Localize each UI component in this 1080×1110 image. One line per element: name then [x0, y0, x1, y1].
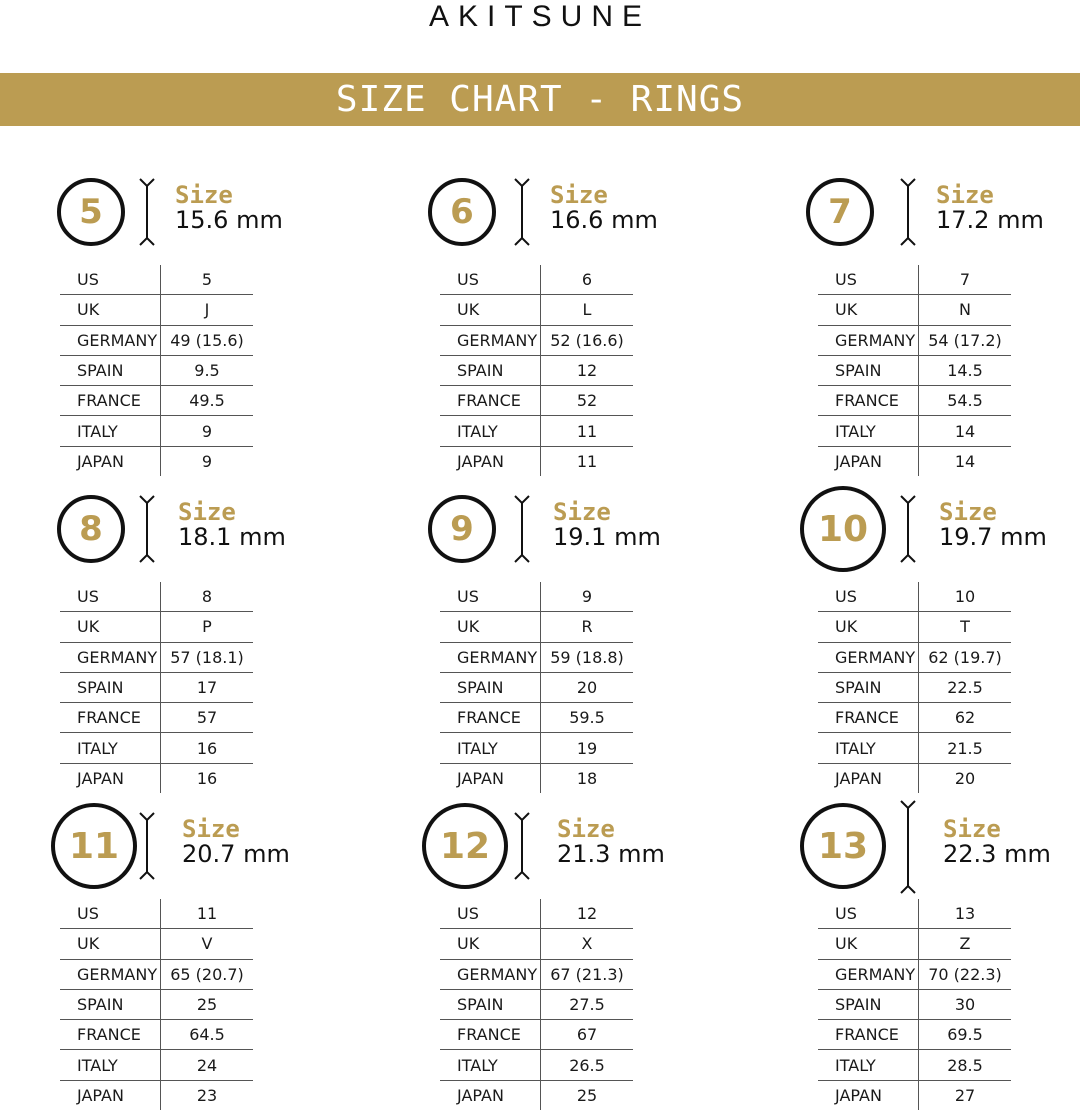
table-row	[818, 582, 1011, 612]
table-row	[818, 446, 1011, 476]
region-label: UK	[440, 929, 541, 959]
region-label: UK	[60, 295, 161, 325]
region-label: UK	[818, 929, 919, 959]
region-label: ITALY	[818, 416, 919, 446]
table-row	[60, 959, 253, 989]
region-size-value: 14	[919, 416, 1012, 446]
region-label: FRANCE	[440, 386, 541, 416]
region-label: GERMANY	[818, 325, 919, 355]
table-row	[440, 1050, 633, 1080]
table-row	[440, 416, 633, 446]
region-size-value: 5	[161, 265, 254, 295]
region-label: US	[60, 582, 161, 612]
table-row	[440, 703, 633, 733]
table-row	[818, 295, 1011, 325]
table-row	[440, 989, 633, 1019]
table-row	[440, 295, 633, 325]
table-row	[60, 386, 253, 416]
region-size-value: 6	[541, 265, 634, 295]
table-row	[60, 733, 253, 763]
diameter-bracket-icon	[137, 178, 157, 246]
table-row	[818, 642, 1011, 672]
diameter-value: 17.2 mm	[936, 206, 1044, 234]
region-size-value: V	[161, 929, 254, 959]
region-label: ITALY	[60, 1050, 161, 1080]
table-row	[818, 1020, 1011, 1050]
region-size-value: 11	[576, 451, 598, 471]
region-size-value: P	[161, 612, 254, 642]
region-label: GERMANY	[440, 959, 541, 989]
region-label: UK	[818, 295, 919, 325]
table-row	[60, 355, 253, 385]
diameter-bracket-icon	[512, 495, 532, 563]
diameter-bracket-icon	[898, 178, 918, 246]
diameter-bracket-icon	[898, 495, 918, 563]
table-row	[440, 1020, 633, 1050]
region-label: SPAIN	[818, 989, 919, 1019]
region-size-value: 9	[161, 416, 254, 446]
region-size-value: 25	[576, 1085, 598, 1105]
size-label: Size	[553, 498, 611, 526]
region-size-value: 21.5	[919, 733, 1012, 763]
region-size-value: 10	[919, 582, 1012, 612]
region-size-value: 11	[161, 899, 254, 929]
diameter-value: 16.6 mm	[550, 206, 658, 234]
size-conversion-table	[440, 582, 633, 793]
region-size-value: 59 (18.8)	[541, 642, 634, 672]
region-label: ITALY	[440, 733, 541, 763]
region-size-value: 17	[161, 672, 254, 702]
size-conversion-table	[818, 582, 1011, 793]
region-size-value: 30	[919, 989, 1012, 1019]
region-label: GERMANY	[60, 959, 161, 989]
table-row	[818, 929, 1011, 959]
region-size-value: 7	[919, 265, 1012, 295]
region-label: JAPAN	[818, 1080, 919, 1110]
size-label: Size	[936, 181, 994, 209]
region-label: SPAIN	[60, 672, 161, 702]
region-label: JAPAN	[60, 1080, 161, 1110]
region-size-value: 22.5	[919, 672, 1012, 702]
table-row	[440, 582, 633, 612]
region-label: JAPAN	[818, 446, 919, 476]
diameter-value: 15.6 mm	[175, 206, 283, 234]
table-row	[818, 325, 1011, 355]
table-row	[60, 416, 253, 446]
table-row	[440, 386, 633, 416]
table-row	[440, 672, 633, 702]
region-label: JAPAN	[440, 446, 541, 476]
table-row	[818, 959, 1011, 989]
table-row	[818, 733, 1011, 763]
region-label: US	[818, 582, 919, 612]
size-label: Size	[175, 181, 233, 209]
table-row	[440, 763, 633, 793]
region-size-value: 8	[161, 582, 254, 612]
size-conversion-table	[60, 899, 253, 1110]
region-size-value: 67 (21.3)	[541, 959, 634, 989]
size-number-circle: 7	[806, 178, 874, 246]
region-size-value: Z	[919, 929, 1012, 959]
size-label: Size	[178, 498, 236, 526]
region-label: FRANCE	[818, 1020, 919, 1050]
region-label: JAPAN	[440, 763, 541, 793]
region-label: US	[440, 899, 541, 929]
region-label: SPAIN	[818, 355, 919, 385]
region-size-value: 70 (22.3)	[919, 959, 1012, 989]
table-row	[60, 446, 253, 476]
region-size-value: 18	[576, 768, 598, 788]
region-label: GERMANY	[60, 325, 161, 355]
table-row	[818, 1050, 1011, 1080]
region-label: ITALY	[60, 416, 161, 446]
region-label: JAPAN	[440, 1080, 541, 1110]
size-label: Size	[557, 815, 615, 843]
region-label: UK	[60, 929, 161, 959]
region-size-value: 27	[954, 1085, 976, 1105]
table-row	[818, 899, 1011, 929]
diameter-value: 22.3 mm	[943, 840, 1051, 868]
region-label: JAPAN	[818, 763, 919, 793]
size-number-circle: 11	[51, 803, 137, 889]
region-size-value: X	[541, 929, 634, 959]
size-conversion-table	[60, 582, 253, 793]
table-row	[60, 1080, 253, 1110]
region-size-value: L	[541, 295, 634, 325]
region-size-value: 11	[541, 416, 634, 446]
region-size-value: 62	[919, 703, 1012, 733]
size-number-circle: 12	[422, 803, 508, 889]
diameter-bracket-icon	[512, 178, 532, 246]
diameter-value: 18.1 mm	[178, 523, 286, 551]
region-label: SPAIN	[818, 672, 919, 702]
region-label: ITALY	[818, 1050, 919, 1080]
table-row	[440, 325, 633, 355]
region-label: FRANCE	[440, 703, 541, 733]
region-size-value: 12	[541, 355, 634, 385]
table-row	[818, 672, 1011, 702]
region-label: UK	[440, 295, 541, 325]
table-row	[818, 763, 1011, 793]
diameter-value: 21.3 mm	[557, 840, 665, 868]
table-row	[60, 899, 253, 929]
table-row	[60, 265, 253, 295]
region-label: US	[818, 265, 919, 295]
size-conversion-table	[818, 265, 1011, 476]
region-size-value: 26.5	[541, 1050, 634, 1080]
region-size-value: 64.5	[161, 1020, 254, 1050]
table-row	[60, 582, 253, 612]
region-label: US	[440, 265, 541, 295]
region-size-value: 16	[161, 733, 254, 763]
region-label: SPAIN	[440, 989, 541, 1019]
region-size-value: 19	[541, 733, 634, 763]
size-number-circle: 8	[57, 495, 125, 563]
table-row	[818, 989, 1011, 1019]
region-size-value: 25	[161, 989, 254, 1019]
table-row	[60, 703, 253, 733]
region-label: ITALY	[60, 733, 161, 763]
region-size-value: 52	[541, 386, 634, 416]
region-label: GERMANY	[818, 959, 919, 989]
table-row	[60, 989, 253, 1019]
table-row	[440, 265, 633, 295]
region-label: JAPAN	[60, 446, 161, 476]
diameter-value: 20.7 mm	[182, 840, 290, 868]
region-size-value: 65 (20.7)	[161, 959, 254, 989]
region-label: FRANCE	[60, 386, 161, 416]
region-label: JAPAN	[60, 763, 161, 793]
region-size-value: 67	[541, 1020, 634, 1050]
table-row	[60, 1020, 253, 1050]
size-number-circle: 6	[428, 178, 496, 246]
region-label: GERMANY	[440, 642, 541, 672]
region-size-value: 23	[196, 1085, 218, 1105]
size-number-circle: 13	[800, 803, 886, 889]
size-number-circle: 9	[428, 495, 496, 563]
table-row	[440, 959, 633, 989]
table-row	[60, 672, 253, 702]
region-size-value: 12	[541, 899, 634, 929]
region-size-value: 9.5	[161, 355, 254, 385]
region-size-value: 57 (18.1)	[161, 642, 254, 672]
region-label: FRANCE	[60, 1020, 161, 1050]
size-label: Size	[182, 815, 240, 843]
region-label: GERMANY	[60, 642, 161, 672]
region-size-value: 20	[954, 768, 976, 788]
region-label: US	[440, 582, 541, 612]
region-label: US	[818, 899, 919, 929]
region-size-value: 9	[541, 582, 634, 612]
region-label: GERMANY	[818, 642, 919, 672]
region-size-value: 9	[201, 451, 213, 471]
diameter-bracket-icon	[137, 495, 157, 563]
region-label: US	[60, 265, 161, 295]
region-size-value: 59.5	[541, 703, 634, 733]
size-conversion-table	[818, 899, 1011, 1110]
diameter-bracket-icon	[137, 812, 157, 880]
region-size-value: N	[919, 295, 1012, 325]
table-row	[60, 325, 253, 355]
region-size-value: 16	[196, 768, 218, 788]
region-size-value: 13	[919, 899, 1012, 929]
table-row	[440, 355, 633, 385]
table-row	[60, 642, 253, 672]
size-conversion-table	[440, 899, 633, 1110]
table-row	[818, 1080, 1011, 1110]
region-size-value: 27.5	[541, 989, 634, 1019]
region-size-value: 28.5	[919, 1050, 1012, 1080]
region-label: UK	[60, 612, 161, 642]
table-row	[818, 416, 1011, 446]
table-row	[440, 612, 633, 642]
region-size-value: 20	[541, 672, 634, 702]
diameter-bracket-icon	[512, 812, 532, 880]
region-size-value: 62 (19.7)	[919, 642, 1012, 672]
region-size-value: 54 (17.2)	[919, 325, 1012, 355]
table-row	[60, 295, 253, 325]
table-row	[440, 446, 633, 476]
region-label: FRANCE	[818, 703, 919, 733]
size-label: Size	[943, 815, 1001, 843]
table-row	[818, 386, 1011, 416]
page-title-banner: SIZE CHART - RINGS	[0, 73, 1080, 126]
region-label: UK	[440, 612, 541, 642]
diameter-value: 19.1 mm	[553, 523, 661, 551]
region-size-value: J	[161, 295, 254, 325]
region-label: UK	[818, 612, 919, 642]
table-row	[60, 1050, 253, 1080]
region-label: FRANCE	[818, 386, 919, 416]
region-label: SPAIN	[440, 355, 541, 385]
table-row	[440, 899, 633, 929]
region-size-value: 49 (15.6)	[161, 325, 254, 355]
table-row	[818, 612, 1011, 642]
region-size-value: 49.5	[161, 386, 254, 416]
region-label: ITALY	[818, 733, 919, 763]
size-conversion-table	[440, 265, 633, 476]
region-label: GERMANY	[440, 325, 541, 355]
size-conversion-table	[60, 265, 253, 476]
region-label: SPAIN	[440, 672, 541, 702]
region-size-value: 14	[954, 451, 976, 471]
region-size-value: 52 (16.6)	[541, 325, 634, 355]
table-row	[60, 763, 253, 793]
table-row	[440, 929, 633, 959]
table-row	[440, 733, 633, 763]
region-label: ITALY	[440, 416, 541, 446]
region-size-value: T	[919, 612, 1012, 642]
size-number-circle: 10	[800, 486, 886, 572]
region-size-value: 14.5	[919, 355, 1012, 385]
region-size-value: R	[541, 612, 634, 642]
region-size-value: 54.5	[919, 386, 1012, 416]
region-label: SPAIN	[60, 355, 161, 385]
region-size-value: 69.5	[919, 1020, 1012, 1050]
region-label: ITALY	[440, 1050, 541, 1080]
table-row	[818, 265, 1011, 295]
diameter-value: 19.7 mm	[939, 523, 1047, 551]
diameter-bracket-icon	[898, 800, 918, 894]
brand-logo: AKITSUNE	[428, 0, 652, 33]
region-label: SPAIN	[60, 989, 161, 1019]
region-size-value: 24	[161, 1050, 254, 1080]
table-row	[818, 355, 1011, 385]
table-row	[60, 612, 253, 642]
region-label: FRANCE	[60, 703, 161, 733]
region-label: US	[60, 899, 161, 929]
size-number-circle: 5	[57, 178, 125, 246]
table-row	[440, 642, 633, 672]
size-label: Size	[939, 498, 997, 526]
region-label: FRANCE	[440, 1020, 541, 1050]
table-row	[818, 703, 1011, 733]
table-row	[440, 1080, 633, 1110]
size-label: Size	[550, 181, 608, 209]
table-row	[60, 929, 253, 959]
region-size-value: 57	[161, 703, 254, 733]
